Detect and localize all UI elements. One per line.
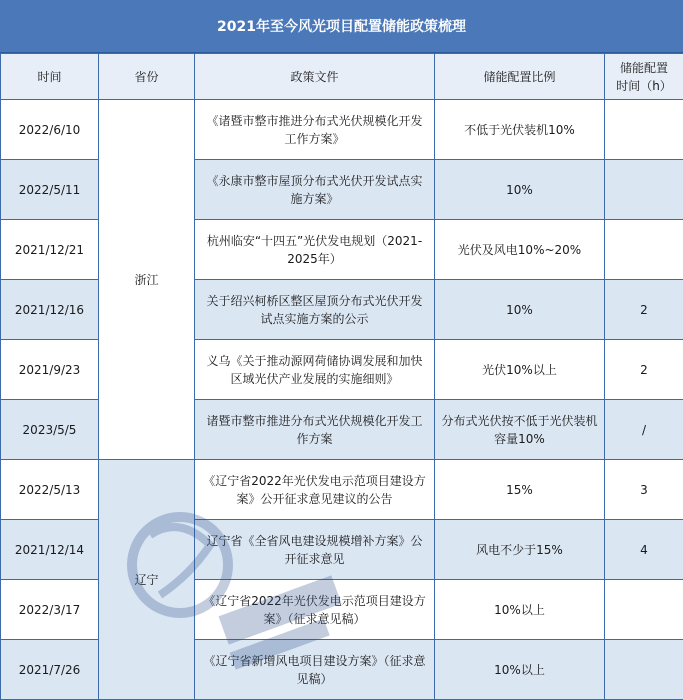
cell-document: 杭州临安“十四五”光伏发电规划（2021-2025年） (195, 220, 435, 280)
cell-date: 2021/9/23 (1, 340, 99, 400)
header-ratio: 储能配置比例 (435, 54, 605, 100)
table-row (1, 100, 683, 160)
cell-ratio: 10%以上 (435, 580, 605, 640)
cell-document: 《永康市整市屋顶分布式光伏开发试点实施方案》 (195, 160, 435, 220)
cell-document: 《辽宁省2022年光伏发电示范项目建设方案》公开征求意见建议的公告 (195, 460, 435, 520)
cell-date: 2023/5/5 (1, 400, 99, 460)
cell-ratio: 10%以上 (435, 640, 605, 700)
header-row (1, 54, 683, 100)
cell-ratio: 光伏及风电10%~20% (435, 220, 605, 280)
cell-date: 2021/12/14 (1, 520, 99, 580)
table-row (1, 460, 683, 520)
cell-document: 关于绍兴柯桥区整区屋顶分布式光伏开发试点实施方案的公示 (195, 280, 435, 340)
header-duration-line2: 时间（h） (611, 77, 677, 95)
policy-table (0, 53, 683, 700)
cell-hours: / (605, 400, 683, 460)
cell-ratio: 光伏10%以上 (435, 340, 605, 400)
table-title: 2021年至今风光项目配置储能政策梳理 (0, 0, 683, 53)
cell-date: 2021/7/26 (1, 640, 99, 700)
header-duration (605, 54, 683, 100)
cell-hours (605, 100, 683, 160)
header-time: 时间 (1, 54, 99, 100)
cell-date: 2021/12/21 (1, 220, 99, 280)
cell-date: 2022/5/13 (1, 460, 99, 520)
cell-date: 2022/3/17 (1, 580, 99, 640)
cell-hours: 4 (605, 520, 683, 580)
cell-document: 诸暨市整市推进分布式光伏规模化开发工作方案 (195, 400, 435, 460)
cell-document: 《诸暨市整市推进分布式光伏规模化开发工作方案》 (195, 100, 435, 160)
cell-ratio: 不低于光伏装机10% (435, 100, 605, 160)
cell-document: 辽宁省《全省风电建设规模增补方案》公开征求意见 (195, 520, 435, 580)
cell-hours: 2 (605, 280, 683, 340)
cell-document: 《辽宁省2022年光伏发电示范项目建设方案》（征求意见稿） (195, 580, 435, 640)
cell-document: 《辽宁省新增风电项目建设方案》（征求意见稿） (195, 640, 435, 700)
cell-date: 2022/5/11 (1, 160, 99, 220)
cell-hours (605, 580, 683, 640)
cell-ratio: 风电不少于15% (435, 520, 605, 580)
cell-ratio: 分布式光伏按不低于光伏装机容量10% (435, 400, 605, 460)
cell-hours (605, 640, 683, 700)
cell-hours: 3 (605, 460, 683, 520)
cell-ratio: 15% (435, 460, 605, 520)
header-province: 省份 (99, 54, 195, 100)
header-document: 政策文件 (195, 54, 435, 100)
cell-province-liaoning: 辽宁 (99, 460, 195, 700)
cell-ratio: 10% (435, 160, 605, 220)
cell-document: 义乌《关于推动源网荷储协调发展和加快区域光伏产业发展的实施细则》 (195, 340, 435, 400)
cell-hours (605, 220, 683, 280)
cell-date: 2022/6/10 (1, 100, 99, 160)
cell-ratio: 10% (435, 280, 605, 340)
cell-hours: 2 (605, 340, 683, 400)
cell-date: 2021/12/16 (1, 280, 99, 340)
cell-hours (605, 160, 683, 220)
cell-province-zhejiang: 浙江 (99, 100, 195, 460)
header-duration-line1: 储能配置 (611, 59, 677, 77)
